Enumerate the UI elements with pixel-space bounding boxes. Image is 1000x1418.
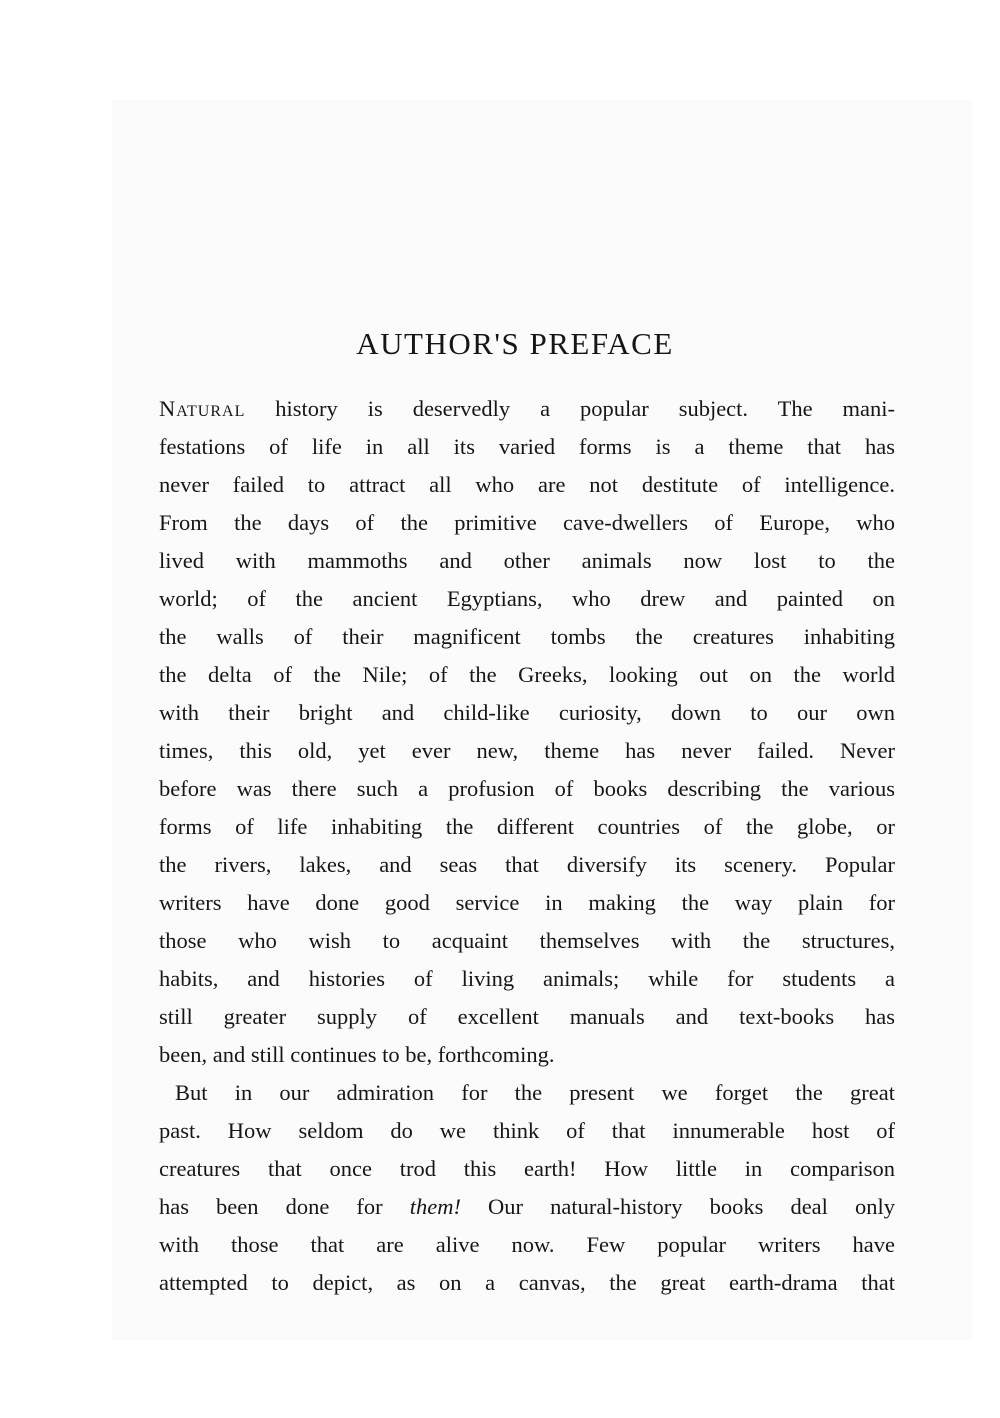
- text-line: the walls of their magnificent tombs the creatures inhabiting: [159, 624, 895, 649]
- paragraph-2: [159, 1074, 895, 1302]
- text-line: festations of life in all its varied forms is a theme that has: [159, 434, 895, 459]
- text-line: still greater supply of excellent manuals and text-books has: [159, 1004, 895, 1029]
- text-line: those who wish to acquaint themselves with the structures,: [159, 928, 895, 953]
- text-line: before was there such a profusion of books describing the various: [159, 776, 895, 801]
- text-line: attempted to depict, as on a canvas, the great earth-drama that: [159, 1270, 895, 1295]
- text-line: lived with mammoths and other animals now lost to the: [159, 548, 895, 573]
- text-line: never failed to attract all who are not destitute of intelligence.: [159, 472, 895, 497]
- text-line: writers have done good service in making the way plain for: [159, 890, 895, 915]
- text-line: But in our admiration for the present we forget the great: [175, 1080, 895, 1105]
- text-line: forms of life inhabiting the different countries of the globe, or: [159, 814, 895, 839]
- text-line: with those that are alive now. Few popular writers have: [159, 1232, 895, 1257]
- emphasis: them!: [409, 1194, 461, 1219]
- paragraph-1: [159, 390, 895, 1074]
- page-title: AUTHOR'S PREFACE: [356, 326, 674, 361]
- text-line: with their bright and child-like curiosity, down to our own: [159, 700, 895, 725]
- text-line: times, this old, yet ever new, theme has never failed. Never: [159, 738, 895, 763]
- drop-word: Natural: [159, 396, 246, 421]
- text-line: Natural history is deservedly a popular subject. The mani-: [159, 396, 895, 421]
- text-line: has been done for them! Our natural-history books deal only: [159, 1194, 895, 1219]
- preface-body: [159, 390, 895, 1302]
- text-line: world; of the ancient Egyptians, who drew and painted on: [159, 586, 895, 611]
- text-line: the rivers, lakes, and seas that diversify its scenery. Popular: [159, 852, 895, 877]
- text-line: From the days of the primitive cave-dwellers of Europe, who: [159, 510, 895, 535]
- text-line: the delta of the Nile; of the Greeks, looking out on the world: [159, 662, 895, 687]
- text-line: habits, and histories of living animals; while for students a: [159, 966, 895, 991]
- text-line: been, and still continues to be, forthcoming.: [159, 1042, 555, 1067]
- text-line: past. How seldom do we think of that innumerable host of: [159, 1118, 895, 1143]
- text-line: creatures that once trod this earth! How little in comparison: [159, 1156, 895, 1181]
